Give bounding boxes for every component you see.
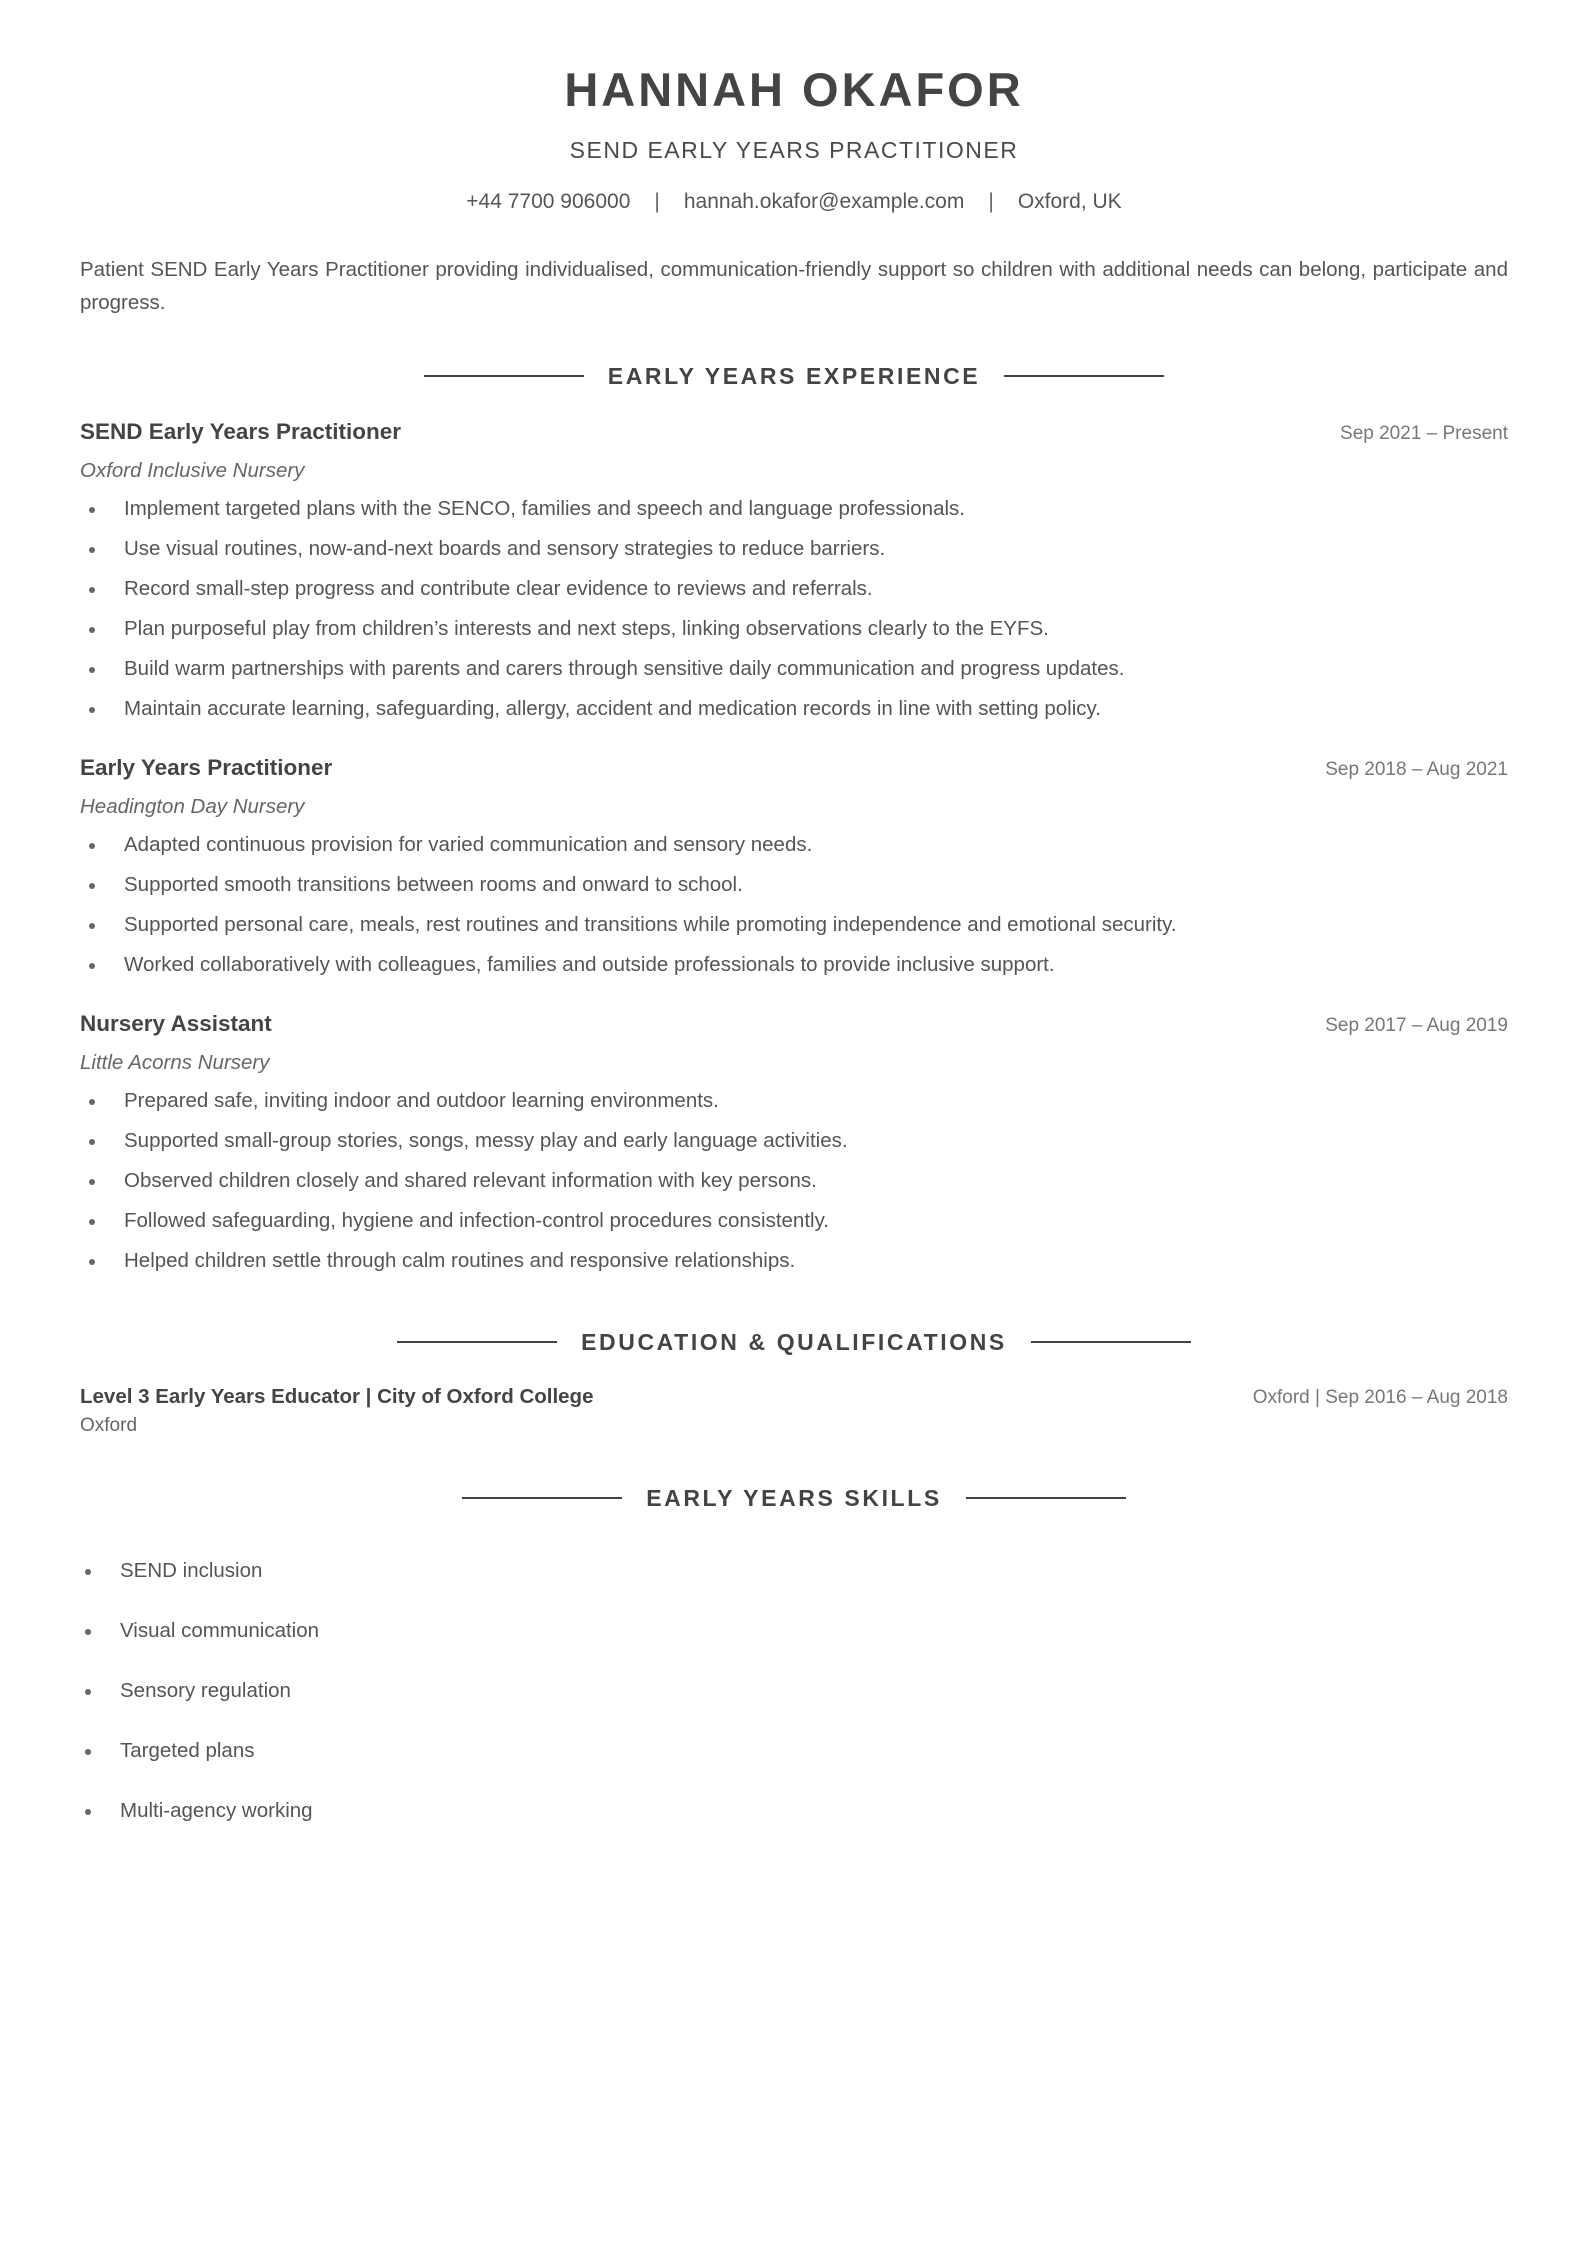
profile-summary: Patient SEND Early Years Practitioner providing individualised, communication-friendly support so children with additional needs can belong, participate and progress. <box>80 258 1508 314</box>
job-bullet-list <box>80 825 1508 985</box>
job-bullet: Plan purposeful play from children’s interests and next steps, linking observations clearly to the EYFS. <box>80 609 1508 649</box>
job-company: Oxford Inclusive Nursery <box>80 459 305 482</box>
heading-rule-left <box>462 1497 622 1499</box>
job-bullet: Record small-step progress and contribute clear evidence to reviews and referrals. <box>80 569 1508 609</box>
job-bullet: Supported personal care, meals, rest routines and transitions while promoting independence and emotional security. <box>80 905 1508 945</box>
job-entry <box>80 755 1508 985</box>
job-bullet: Implement targeted plans with the SENCO, families and speech and language professionals. <box>80 489 1508 529</box>
job-bullet: Supported smooth transitions between rooms and onward to school. <box>80 865 1508 905</box>
heading-rule-left <box>424 375 584 377</box>
candidate-name: HANNAH OKAFOR <box>564 63 1024 116</box>
job-title: SEND Early Years Practitioner <box>80 419 401 444</box>
job-bullet: Observed children closely and shared relevant information with key persons. <box>80 1161 1508 1201</box>
experience-section-title: EARLY YEARS EXPERIENCE <box>607 362 981 389</box>
skills-section-title: EARLY YEARS SKILLS <box>646 1484 942 1511</box>
contact-email: hannah.okafor@example.com <box>683 190 965 213</box>
heading-rule-right <box>1004 375 1164 377</box>
skill-item: Sensory regulation <box>80 1661 1508 1721</box>
contact-separator: | <box>654 190 660 213</box>
job-company: Headington Day Nursery <box>80 795 305 818</box>
job-bullet-list <box>80 1081 1508 1281</box>
contact-location: Oxford, UK <box>1017 190 1122 213</box>
skill-item: Multi-agency working <box>80 1781 1508 1841</box>
skills-list <box>80 1541 1508 1841</box>
job-bullet: Adapted continuous provision for varied communication and sensory needs. <box>80 825 1508 865</box>
skill-item: SEND inclusion <box>80 1541 1508 1601</box>
job-dates: Sep 2017 – Aug 2019 <box>1325 1015 1508 1036</box>
education-location: Oxford <box>80 1415 138 1436</box>
heading-rule-left <box>397 1341 557 1343</box>
job-bullet: Supported small-group stories, songs, messy play and early language activities. <box>80 1121 1508 1161</box>
education-meta: Oxford | Sep 2016 – Aug 2018 <box>1252 1387 1508 1408</box>
job-bullet: Prepared safe, inviting indoor and outdoor learning environments. <box>80 1081 1508 1121</box>
contact-separator: | <box>988 190 994 213</box>
contact-line <box>80 188 1508 216</box>
job-bullet-list <box>80 489 1508 729</box>
job-bullet: Maintain accurate learning, safeguarding, allergy, accident and medication records in line with setting policy. <box>80 689 1508 729</box>
skill-item: Targeted plans <box>80 1721 1508 1781</box>
job-title: Nursery Assistant <box>80 1011 272 1036</box>
education-title: Level 3 Early Years Educator | City of Oxford College <box>80 1385 594 1408</box>
experience-section-heading <box>80 359 1508 393</box>
education-section-title: EDUCATION & QUALIFICATIONS <box>581 1328 1007 1355</box>
job-entry <box>80 1011 1508 1281</box>
job-entry <box>80 419 1508 729</box>
education-entry <box>80 1385 1508 1437</box>
contact-phone: +44 7700 906000 <box>466 190 631 213</box>
job-bullet: Followed safeguarding, hygiene and infection-control procedures consistently. <box>80 1201 1508 1241</box>
job-dates: Sep 2018 – Aug 2021 <box>1325 759 1508 780</box>
job-title: Early Years Practitioner <box>80 755 333 780</box>
job-bullet: Helped children settle through calm routines and responsive relationships. <box>80 1241 1508 1281</box>
job-bullet: Worked collaboratively with colleagues, families and outside professionals to provide inclusive support. <box>80 945 1508 985</box>
job-dates: Sep 2021 – Present <box>1340 423 1508 444</box>
job-bullet: Use visual routines, now-and-next boards and sensory strategies to reduce barriers. <box>80 529 1508 569</box>
skills-section-heading <box>80 1481 1508 1515</box>
skill-item: Visual communication <box>80 1601 1508 1661</box>
heading-rule-right <box>966 1497 1126 1499</box>
education-section-heading <box>80 1325 1508 1359</box>
job-company: Little Acorns Nursery <box>80 1051 270 1074</box>
job-bullet: Build warm partnerships with parents and carers through sensitive daily communication and progress updates. <box>80 649 1508 689</box>
heading-rule-right <box>1031 1341 1191 1343</box>
candidate-headline: SEND EARLY YEARS PRACTITIONER <box>569 137 1019 163</box>
